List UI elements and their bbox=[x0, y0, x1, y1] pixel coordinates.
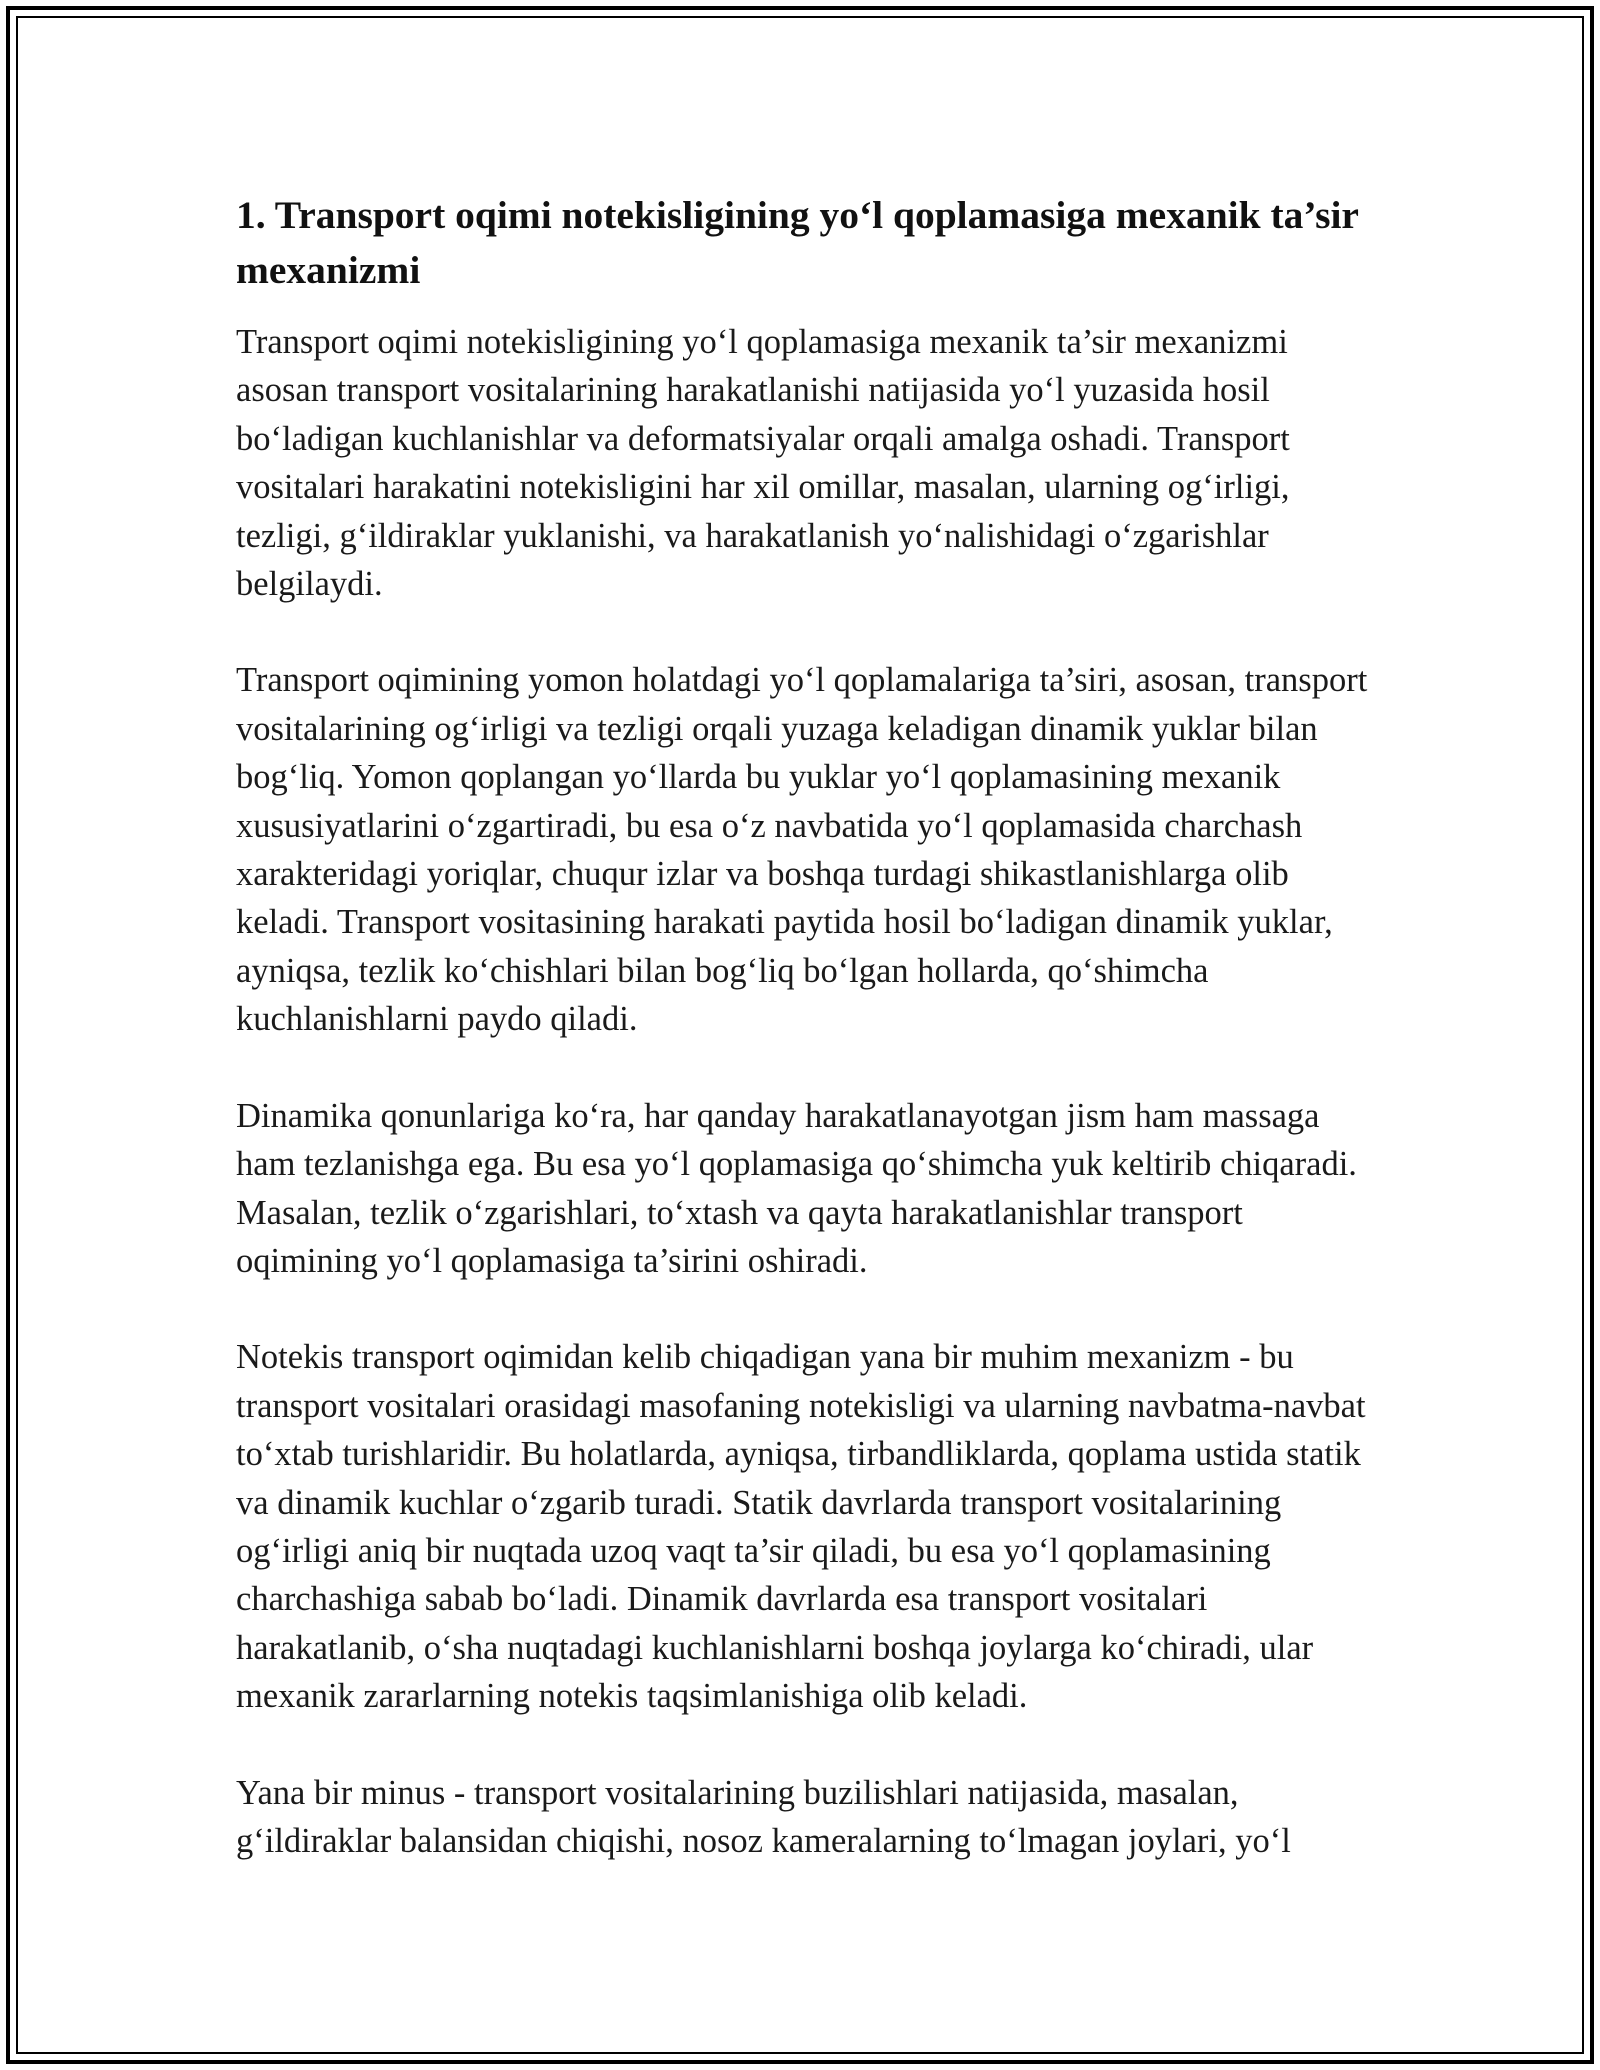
paragraph: Transport oqimi notekisligining yo‘l qoplamasiga mexanik ta’sir mexanizmi asosan transport vositalarining harakatlanishi natijasida yo‘l yuzasida hosil bo‘ladigan kuchlanishlar va deformatsiyalar orqali amalga oshadi. Transport vositalari harakatini notekisligini har xil omillar, masalan, ularning og‘irligi, tezligi, g‘ildiraklar yuklanishi, va harakatlanish yo‘nalishidagi o‘zgarishlar belgilaydi. bbox=[236, 323, 1290, 604]
paragraph: Notekis transport oqimidan kelib chiqadigan yana bir muhim mexanizm - bu transport vositalari orasidagi masofaning notekisligi va ularning navbatma-navbat to‘xtab turishlaridir. Bu holatlarda, ayniqsa, tirbandliklarda, qoplama ustida statik va dinamik kuchlar o‘zgarib turadi. Statik davrlarda transport vositalarining og‘irligi aniq bir nuqtada uzoq vaqt ta’sir qiladi, bu esa yo‘l qoplamasining charchashiga sabab bo‘ladi. Dinamik davrlarda esa transport vositalari harakatlanib, o‘sha nuqtadagi kuchlanishlarni boshqa joylarga ko‘chiradi, ular mexanik zararlarning notekis taqsimlanishiga olib keladi. bbox=[236, 1338, 1366, 1716]
paragraph: Transport oqimining yomon holatdagi yo‘l qoplamalariga ta’siri, asosan, transport vositalarining og‘irligi va tezligi orqali yuzaga keladigan dinamik yuklar bilan bog‘liq. Yomon qoplangan yo‘llarda bu yuklar yo‘l qoplamasining mexanik xususiyatlarini o‘zgartiradi, bu esa o‘z navbatida yo‘l qoplamasida charchash xarakteridagi yoriqlar, chuqur izlar va boshqa turdagi shikastlanishlarga olib keladi. Transport vositasining harakati paytida hosil bo‘ladigan dinamik yuklar, ayniqsa, tezlik ko‘chishlari bilan bog‘liq bo‘lgan hollarda, qo‘shimcha kuchlanishlarni paydo qiladi. bbox=[236, 661, 1368, 1039]
paragraph: Yana bir minus - transport vositalarining buzilishlari natijasida, masalan, g‘ildiraklar balansidan chiqishi, nosoz kameralarning to‘lmagan joylari, yo‘l bbox=[236, 1773, 1291, 1860]
section-heading: 1. Transport oqimi notekisligining yo‘l qoplamasiga mexanik ta’sir mexanizmi bbox=[236, 193, 1359, 292]
document-body bbox=[236, 188, 1370, 1913]
paragraph: Dinamika qonunlariga ko‘ra, har qanday harakatlanayotgan jism ham massaga ham tezlanishga ega. Bu esa yo‘l qoplamasiga qo‘shimcha yuk keltirib chiqaradi. Masalan, tezlik o‘zgarishlari, to‘xtash va qayta harakatlanishlar transport oqimining yo‘l qoplamasiga ta’sirini oshiradi. bbox=[236, 1096, 1357, 1280]
